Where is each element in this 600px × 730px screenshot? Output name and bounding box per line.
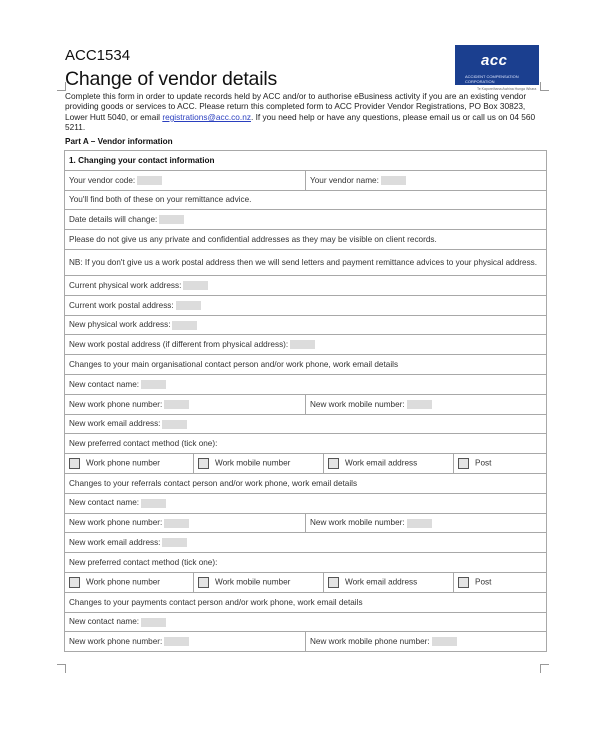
payments-contact-name-field[interactable] bbox=[141, 618, 166, 627]
intro-paragraph bbox=[65, 91, 543, 133]
new-postal-label: New work postal address (if different from physical address): bbox=[69, 340, 289, 350]
work-mobile-label: New work mobile number: bbox=[310, 399, 405, 409]
referrals-work-email-field[interactable] bbox=[162, 538, 187, 547]
work-mobile-label: New work mobile number: bbox=[310, 518, 405, 528]
contact-name-label: New contact name: bbox=[69, 617, 140, 627]
main-work-email-field[interactable] bbox=[162, 420, 187, 429]
main-option-phone[interactable] bbox=[65, 454, 194, 473]
main-email-cell bbox=[65, 414, 547, 434]
contact-name-label: New contact name: bbox=[69, 498, 140, 508]
vendor-code-cell bbox=[65, 170, 306, 190]
main-mobile-cell bbox=[306, 394, 547, 414]
checkbox[interactable] bbox=[69, 577, 80, 588]
main-option-email[interactable] bbox=[324, 454, 454, 473]
work-phone-label: New work phone number: bbox=[69, 399, 163, 409]
main-work-phone-field[interactable] bbox=[164, 400, 189, 409]
referrals-preferred-method-label: New preferred contact method (tick one): bbox=[65, 553, 547, 573]
page-title: Change of vendor details bbox=[65, 68, 278, 90]
crop-mark bbox=[57, 664, 66, 673]
acc-logo bbox=[455, 45, 539, 93]
part-a-heading: Part A – Vendor information bbox=[65, 137, 173, 146]
main-contact-name-cell bbox=[65, 374, 547, 394]
date-change-label: Date details will change: bbox=[69, 215, 158, 225]
option-label: Post bbox=[475, 577, 492, 587]
option-label: Work mobile number bbox=[215, 458, 291, 468]
crop-mark bbox=[540, 82, 549, 91]
nb-note: NB: If you don't give us a work postal address then we will send letters and payment remittance advices to your physical address. bbox=[65, 249, 547, 275]
main-option-mobile[interactable] bbox=[194, 454, 324, 473]
date-change-cell bbox=[65, 210, 547, 230]
vendor-code-field[interactable] bbox=[137, 176, 162, 185]
main-contact-heading: Changes to your main organisational contact person and/or work phone, work email details bbox=[65, 355, 547, 375]
referrals-mobile-cell bbox=[306, 513, 547, 533]
referrals-option-phone[interactable] bbox=[65, 573, 194, 592]
work-email-label: New work email address: bbox=[69, 419, 161, 429]
main-work-mobile-field[interactable] bbox=[407, 400, 432, 409]
new-postal-cell bbox=[65, 335, 547, 355]
intro-text: Complete this form in order to update records held by ACC and/or to authorise eBusiness activity if you are an existing vendor providing goods or services to ACC. Please return this completed form to ACC Provider Vendor Registrations, PO Box 30823, Lower Hutt 5040, or email bbox=[65, 91, 527, 122]
work-phone-label: New work phone number: bbox=[69, 637, 163, 647]
referrals-contact-heading: Changes to your referrals contact person and/or work phone, work email details bbox=[65, 473, 547, 493]
main-method-options bbox=[65, 454, 547, 474]
referrals-work-mobile-field[interactable] bbox=[407, 519, 432, 528]
new-physical-cell bbox=[65, 315, 547, 335]
vendor-name-cell bbox=[306, 170, 547, 190]
date-change-field[interactable] bbox=[159, 215, 184, 224]
main-phone-cell bbox=[65, 394, 306, 414]
payments-work-mobile-field[interactable] bbox=[432, 637, 457, 646]
payments-contact-heading: Changes to your payments contact person and/or work phone, work email details bbox=[65, 592, 547, 612]
crop-mark bbox=[540, 664, 549, 673]
vendor-code-label: Your vendor code: bbox=[69, 175, 136, 185]
remittance-note: You'll find both of these on your remittance advice. bbox=[65, 190, 547, 210]
new-physical-label: New physical work address: bbox=[69, 320, 171, 330]
intro-text-after: . If you need help or have any questions, please email us or call us on 04 560 5211. bbox=[65, 111, 536, 133]
payments-name-cell bbox=[65, 612, 547, 632]
option-label: Work email address bbox=[345, 577, 418, 587]
referrals-method-options bbox=[65, 572, 547, 592]
section-heading: 1. Changing your contact information bbox=[65, 151, 547, 171]
registrations-email-link[interactable]: registrations@acc.co.nz bbox=[162, 111, 251, 122]
option-label: Work mobile number bbox=[215, 577, 291, 587]
vendor-info-table bbox=[64, 150, 547, 652]
option-label: Work email address bbox=[345, 458, 418, 468]
logo-tagline: Te Kaporeihana Awhina Hunga Whara bbox=[477, 87, 537, 91]
current-postal-field[interactable] bbox=[176, 301, 201, 310]
option-label: Work phone number bbox=[86, 577, 161, 587]
main-preferred-method-label: New preferred contact method (tick one): bbox=[65, 434, 547, 454]
referrals-option-post[interactable] bbox=[454, 573, 547, 592]
referrals-option-mobile[interactable] bbox=[194, 573, 324, 592]
main-option-post[interactable] bbox=[454, 454, 547, 473]
referrals-option-email[interactable] bbox=[324, 573, 454, 592]
checkbox[interactable] bbox=[198, 577, 209, 588]
current-postal-label: Current work postal address: bbox=[69, 300, 174, 310]
checkbox[interactable] bbox=[458, 577, 469, 588]
current-physical-field[interactable] bbox=[183, 281, 208, 290]
vendor-name-field[interactable] bbox=[381, 176, 406, 185]
main-contact-name-field[interactable] bbox=[141, 380, 166, 389]
checkbox[interactable] bbox=[458, 458, 469, 469]
payments-mobile-cell bbox=[306, 632, 547, 652]
work-email-label: New work email address: bbox=[69, 538, 161, 548]
vendor-name-label: Your vendor name: bbox=[310, 175, 379, 185]
logo-subtext: ACCIDENT COMPENSATION CORPORATION bbox=[465, 74, 519, 84]
referrals-work-phone-field[interactable] bbox=[164, 519, 189, 528]
new-physical-field[interactable] bbox=[172, 321, 197, 330]
checkbox[interactable] bbox=[328, 458, 339, 469]
privacy-note: Please do not give us any private and confidential addresses as they may be visible on client records. bbox=[65, 230, 547, 250]
checkbox[interactable] bbox=[328, 577, 339, 588]
form-code: ACC1534 bbox=[65, 47, 131, 64]
referrals-phone-cell bbox=[65, 513, 306, 533]
payments-phone-cell bbox=[65, 632, 306, 652]
current-postal-cell bbox=[65, 295, 547, 315]
referrals-email-cell bbox=[65, 533, 547, 553]
referrals-name-cell bbox=[65, 493, 547, 513]
current-physical-cell bbox=[65, 275, 547, 295]
option-label: Post bbox=[475, 458, 492, 468]
payments-work-phone-field[interactable] bbox=[164, 637, 189, 646]
referrals-contact-name-field[interactable] bbox=[141, 499, 166, 508]
work-phone-label: New work phone number: bbox=[69, 518, 163, 528]
contact-name-label: New contact name: bbox=[69, 379, 140, 389]
current-physical-label: Current physical work address: bbox=[69, 280, 182, 290]
new-postal-field[interactable] bbox=[290, 340, 315, 349]
checkbox[interactable] bbox=[69, 458, 80, 469]
work-mobile-phone-label: New work mobile phone number: bbox=[310, 637, 430, 647]
logo-word: acc bbox=[481, 52, 508, 69]
option-label: Work phone number bbox=[86, 458, 161, 468]
checkbox[interactable] bbox=[198, 458, 209, 469]
